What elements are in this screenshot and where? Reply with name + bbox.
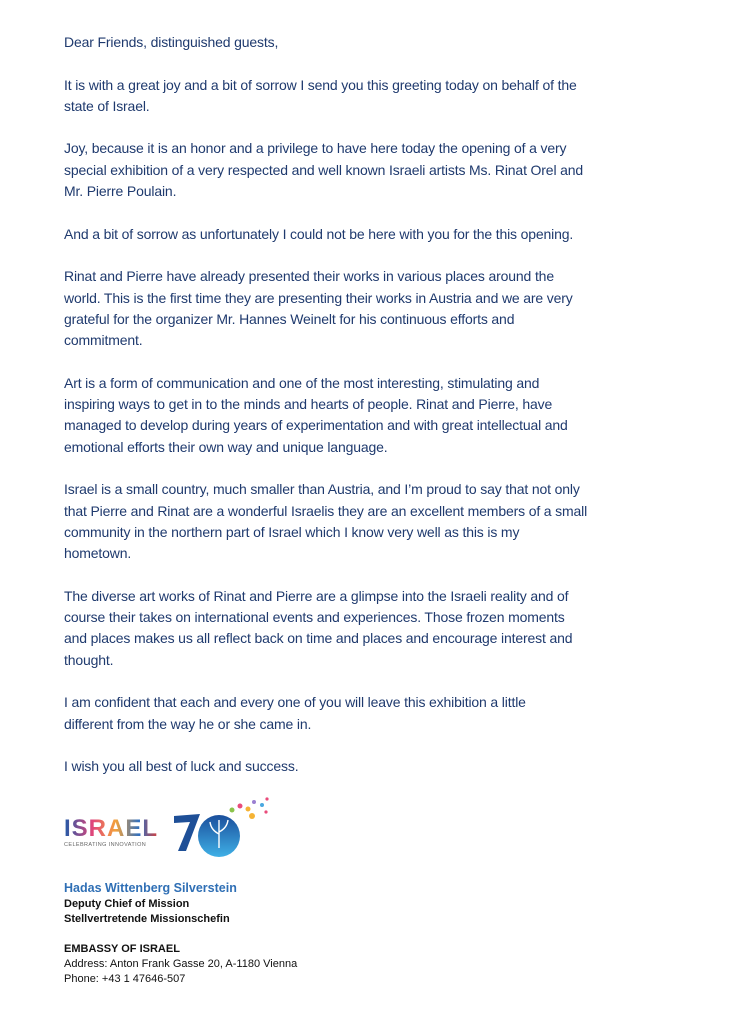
- paragraph-line: emotional efforts their own way and unique language.: [64, 438, 388, 455]
- paragraph-line: Dear Friends, distinguished guests,: [64, 34, 279, 50]
- paragraph-line: special exhibition of a very respected and well known Israeli artists Ms. Rinat Orel and: [64, 161, 584, 178]
- paragraph-line: course their takes on international events and experiences. Those frozen moments: [64, 609, 565, 626]
- letter-paragraph: [64, 479, 704, 564]
- paragraph-line: It is with a great joy and a bit of sorrow I send you this greeting today on behalf of the: [64, 76, 577, 93]
- paragraph-line: And a bit of sorrow as unfortunately I could not be here with you for the this opening.: [64, 225, 574, 242]
- phone: Phone: +43 1 47646-507: [64, 973, 186, 985]
- paragraph-line: Art is a form of communication and one of the most interesting, stimulating and: [64, 374, 540, 391]
- paragraph-line: Rinat and Pierre have already presented their works in various places around the: [64, 268, 554, 285]
- paragraph-line: Mr. Pierre Poulain.: [64, 183, 177, 200]
- address: Address: Anton Frank Gasse 20, A-1180 Vienna: [64, 958, 298, 970]
- letter-paragraph: [64, 373, 704, 458]
- paragraph-line: inspiring ways to get in to the minds and hearts of people. Rinat and Pierre, have: [64, 396, 553, 413]
- svg-text:CELEBRATING INNOVATION: CELEBRATING INNOVATION: [64, 842, 147, 848]
- paragraph-line: different from the way he or she came in.: [64, 715, 312, 732]
- letter-paragraph: [64, 224, 704, 245]
- letter-paragraph: [64, 586, 704, 671]
- paragraph-line: thought.: [64, 651, 114, 668]
- paragraph-line: Israel is a small country, much smaller than Austria, and I’m proud to say that not only: [64, 481, 580, 498]
- paragraph-line: The diverse art works of Rinat and Pierre are a glimpse into the Israeli reality and of: [64, 587, 569, 604]
- signatory-name: Hadas Wittenberg Silverstein: [64, 881, 237, 895]
- paragraph-line: community in the northern part of Israel which I know very well as this is my: [64, 523, 520, 540]
- paragraph-line: grateful for the organizer Mr. Hannes Weinelt for his continuous efforts and: [64, 310, 515, 327]
- paragraph-line: hometown.: [64, 545, 132, 562]
- israel-70-logo: [62, 796, 272, 862]
- paragraph-line: commitment.: [64, 332, 143, 349]
- title-english: Deputy Chief of Mission: [64, 898, 190, 910]
- letter-body: [64, 32, 704, 799]
- paragraph-line: I wish you all best of luck and success.: [64, 758, 299, 775]
- letter-paragraph: [64, 75, 704, 118]
- paragraph-line: that Pierre and Rinat are a wonderful Israelis they are an excellent members of a small: [64, 502, 588, 519]
- letter-paragraph: [64, 266, 704, 351]
- paragraph-line: Joy, because it is an honor and a privilege to have here today the opening of a very: [64, 140, 567, 157]
- letter-paragraph: [64, 692, 704, 735]
- letter-paragraph: [64, 138, 704, 202]
- paragraph-line: world. This is the first time they are presenting their works in Austria and we are very: [64, 289, 573, 306]
- paragraph-line: I am confident that each and every one of you will leave this exhibition a little: [64, 694, 526, 711]
- paragraph-line: and places makes us all reflect back on time and places and encourage interest and: [64, 630, 573, 647]
- title-german: Stellvertretende Missionschefin: [64, 913, 230, 925]
- paragraph-line: managed to develop during years of experimentation and with great intellectual and: [64, 417, 568, 434]
- svg-text:ISRAEL: ISRAEL: [64, 815, 159, 842]
- organization: EMBASSY OF ISRAEL: [64, 943, 180, 955]
- letter-paragraph: [64, 756, 704, 777]
- paragraph-line: state of Israel.: [64, 97, 150, 114]
- letter-paragraph: [64, 32, 704, 53]
- signature-block: [64, 880, 297, 987]
